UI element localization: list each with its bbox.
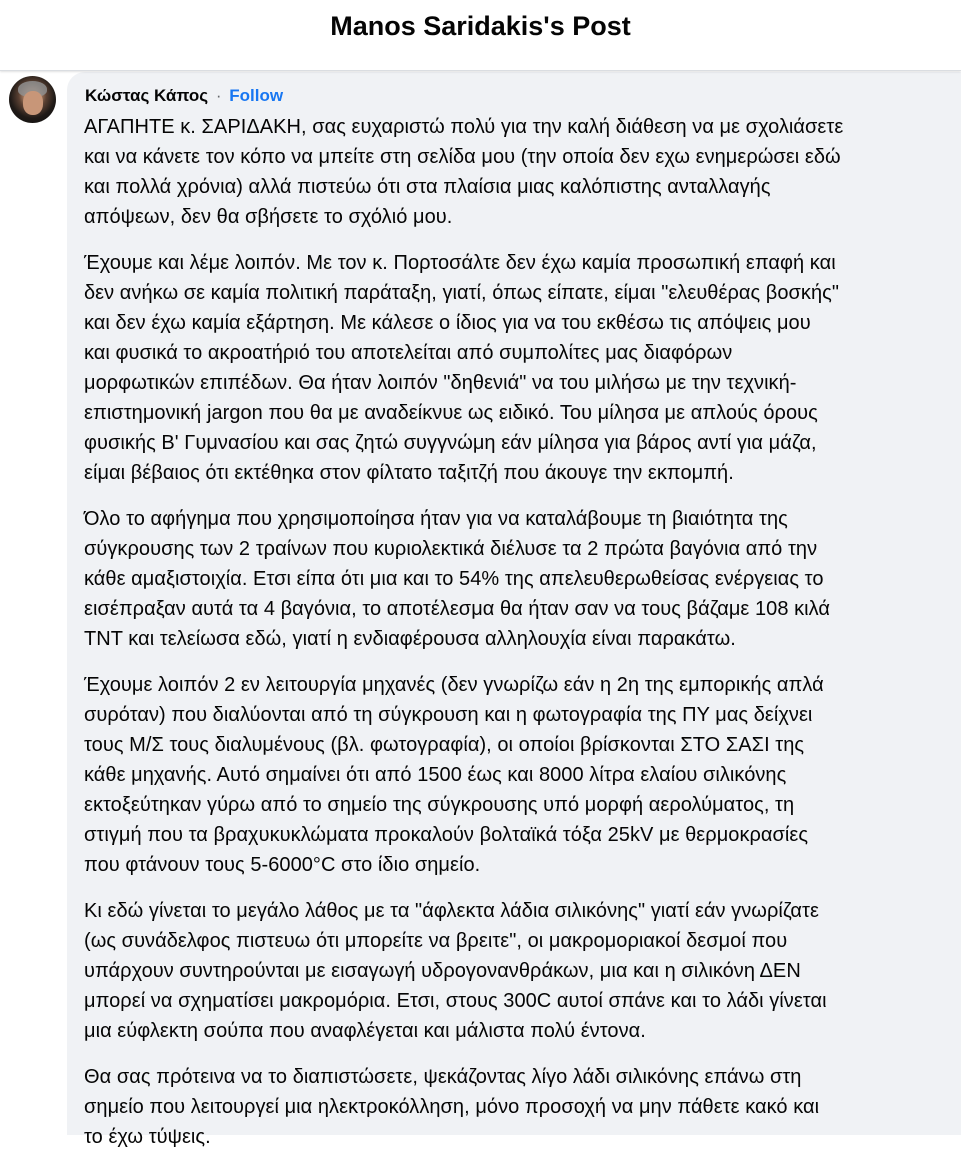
comment-text-line: Έχουμε λοιπόν 2 εν λειτουργία μηχανές (δεν γνωρίζω εάν η 2η της εμπορικής απλά (84, 674, 824, 696)
comment-text-line: κάθε μηχανής. Αυτό σημαίνει ότι από 1500 έως και 8000 λίτρα ελαίου σιλικόνης (84, 764, 787, 786)
comment-paragraph (84, 248, 960, 488)
comment-text-line: Θα σας πρότεινα να το διαπιστώσετε, ψεκάζοντας λίγο λάδι σιλικόνης επάνω στη (84, 1066, 802, 1088)
post-header (0, 0, 961, 71)
comment-text-line: συρόταν) που διαλύονται από τη σύγκρουση και η φωτογραφία της ΠΥ μας δείχνει (84, 704, 813, 726)
comment-text-line: και δεν έχω καμία εξάρτηση. Με κάλεσε ο ίδιος για να του εκθέσω τις απόψεις μου (84, 312, 811, 334)
comment-text-line: και να κάνετε τον κόπο να μπείτε στη σελίδα μου (την οποία δεν εχω ενημερώσει εδώ (84, 146, 841, 168)
comment-text-line: που φτάνουν τους 5-6000°C στο ίδιο σημείο. (84, 854, 481, 876)
comment-text-line: Όλο το αφήγημα που χρησιμοποίησα ήταν για να καταλάβουμε τη βιαιότητα της (84, 508, 788, 530)
comment-text-line: και φυσικά το ακροατήριό του αποτελείται από συμπολίτες μας διαφόρων (84, 342, 733, 364)
comment-text-line: μορφωτικών επιπέδων. Θα ήταν λοιπόν "δηθενιά" να του μιλήσω με την τεχνική- (84, 372, 797, 394)
comment-text-line: Έχουμε και λέμε λοιπόν. Με τον κ. Πορτοσάλτε δεν έχω καμία προσωπική επαφή και (84, 252, 836, 274)
avatar-face (23, 91, 43, 115)
comment-text-line: το έχω τύψεις. (84, 1126, 211, 1148)
comment-text-line: εισέπραξαν αυτά τα 4 βαγόνια, το αποτέλεσμα θα ήταν σαν να τους βάζαμε 108 κιλά (84, 598, 831, 620)
comment-text-line: επιστημονική jargon που θα με αναδείκνυε ως ειδικό. Του μίλησα με απλούς όρους (84, 402, 818, 424)
comment-text-line: μπορεί να σχηματίσει μακρομόρια. Ετσι, στους 300C αυτοί σπάνε και το λάδι γίνεται (84, 990, 827, 1012)
comment-author-name[interactable]: Κώστας Κάπος (85, 86, 209, 105)
comment-text-line: στιγμή που τα βραχυκυκλώματα προκαλούν βολταϊκά τόξα 25kV με θερμοκρασίες (84, 824, 809, 846)
comment-text-line: φυσικής Β' Γυμνασίου και σας ζητώ συγγνώμη εάν μίλησα για βάρος αντί για μάζα, (84, 432, 817, 454)
comment-text-line: είμαι βέβαιος ότι εκτέθηκα στον φίλτατο ταξιτζή που άκουγε την εκπομπή. (84, 462, 734, 484)
comment-body (84, 112, 960, 1168)
comment-paragraph (84, 112, 960, 232)
separator-dot: · (215, 86, 222, 105)
comment-text-line: Κι εδώ γίνεται το μεγάλο λάθος με τα "άφλεκτα λάδια σιλικόνης" γιατί εάν γνωρίζατε (84, 900, 819, 922)
avatar[interactable] (9, 76, 56, 123)
comment-text-line: και πολλά χρόνια) αλλά πιστεύω ότι στα πλαίσια μιας καλόπιστης ανταλλαγής (84, 176, 771, 198)
comment-text-line: ΑΓΑΠΗΤΕ κ. ΣΑΡΙΔΑΚΗ, σας ευχαριστώ πολύ για την καλή διάθεση να με σχολιάσετε (84, 116, 844, 138)
comment-text-line: υπάρχουν συντηρούνται με εισαγωγή υδρογονανθράκων, μια και η σιλικόνη ΔΕΝ (84, 960, 801, 982)
comment-paragraph (84, 1062, 960, 1152)
page-title: Manos Saridakis's Post (330, 10, 631, 41)
comment-text-line: τους Μ/Σ τους διαλυμένους (βλ. φωτογραφία), οι οποίοι βρίσκονται ΣΤΟ ΣΑΣΙ της (84, 734, 805, 756)
comment-author-line (85, 84, 283, 108)
comment-text-line: απόψεων, δεν θα σβήσετε το σχόλιό μου. (84, 206, 453, 228)
comment-text-line: δεν ανήκω σε καμία πολιτική παράταξη, γιατί, όπως είπατε, είμαι "ελευθέρας βοσκής" (84, 282, 839, 304)
comment-text-line: σύγκρουσης των 2 τραίνων που κυριολεκτικά διέλυσε τα 2 πρώτα βαγόνια από την (84, 538, 818, 560)
comment-text-line: μια εύφλεκτη σούπα που αναφλέγεται και μάλιστα πολύ έντονα. (84, 1020, 646, 1042)
comment-paragraph (84, 670, 960, 880)
comment-text-line: κάθε αμαξιστοιχία. Ετσι είπα ότι μια και το 54% της απελευθερωθείσας ενέργειας το (84, 568, 824, 590)
comment-paragraph (84, 504, 960, 654)
comment-text-line: εκτοξεύτηκαν γύρω από το σημείο της σύγκρουσης υπό μορφή αερολύματος, τη (84, 794, 795, 816)
comment-text-line: TNT και τελείωσα εδώ, γιατί η ενδιαφέρουσα αλληλουχία είναι παρακάτω. (84, 628, 736, 650)
comment-paragraph (84, 896, 960, 1046)
follow-button[interactable]: Follow (229, 86, 284, 105)
comment-text-line: (ως συνάδελφος πιστευω ότι μπορείτε να βρειτε", οι μακρομοριακοί δεσμοί που (84, 930, 788, 952)
comment-text-line: σημείο που λειτουργεί μια ηλεκτροκόλληση, μόνο προσοχή να μην πάθετε κακό και (84, 1096, 820, 1118)
